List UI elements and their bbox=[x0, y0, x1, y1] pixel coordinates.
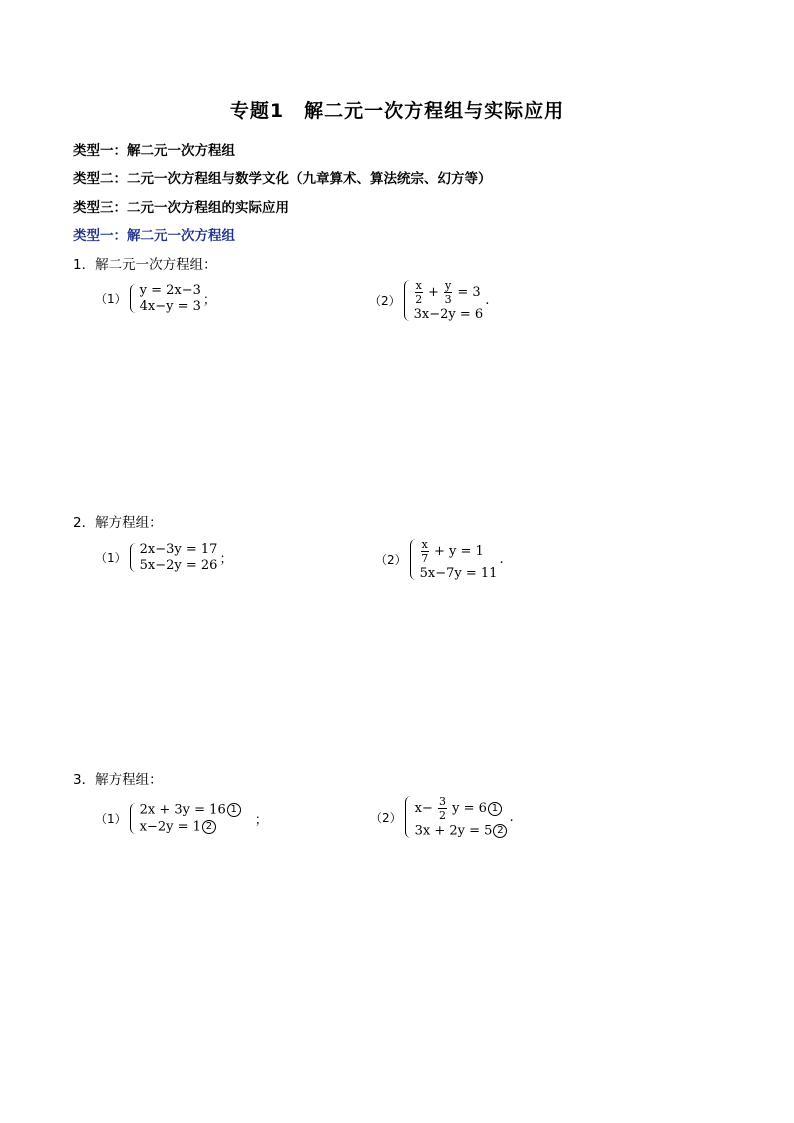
equation bbox=[140, 803, 241, 817]
equation-system bbox=[140, 803, 241, 834]
question-1-head: 1．解二元一次方程组： bbox=[73, 257, 217, 273]
end-punct: ； bbox=[254, 813, 268, 828]
equation-system bbox=[415, 796, 508, 838]
part-label: （2） bbox=[375, 553, 407, 567]
equation-pre: x− bbox=[414, 801, 433, 816]
equation-text: x−2y = 1 bbox=[139, 819, 201, 835]
q2-part2 bbox=[375, 539, 504, 580]
q1-part2 bbox=[369, 280, 489, 321]
type-line-2: 类型二：二元一次方程组与数学文化（九章算术、算法统宗、幻方等） bbox=[73, 171, 492, 187]
question-2-head: 2．解方程组： bbox=[73, 515, 163, 531]
equation-system bbox=[420, 539, 498, 580]
brace bbox=[404, 280, 411, 321]
denominator: 2 bbox=[415, 293, 423, 306]
type-line-3: 类型三：二元一次方程组的实际应用 bbox=[73, 200, 289, 216]
part-label: （1） bbox=[95, 551, 127, 565]
equation-rest: y = 6 bbox=[452, 801, 487, 816]
part-label: （2） bbox=[370, 810, 402, 825]
numerator: x bbox=[415, 279, 422, 292]
end-punct: ； bbox=[202, 293, 216, 308]
q1-part1 bbox=[95, 284, 216, 313]
brace bbox=[405, 796, 412, 838]
equation-text: 3x + 2y = 5 bbox=[414, 823, 493, 839]
part-label: （1） bbox=[95, 292, 127, 306]
equation-system bbox=[414, 280, 484, 321]
equation: 2x−3y = 17 bbox=[139, 542, 218, 557]
equation-text: 2x + 3y = 16 bbox=[139, 802, 226, 818]
numerator: 3 bbox=[439, 795, 447, 808]
equation bbox=[420, 539, 498, 564]
q3-part2 bbox=[370, 796, 514, 838]
equation-rest: = 3 bbox=[457, 285, 481, 300]
equation-system bbox=[140, 284, 201, 313]
numerator: y bbox=[445, 279, 452, 292]
operator: + bbox=[428, 285, 439, 300]
fraction bbox=[421, 539, 429, 564]
circled-number: 1 bbox=[227, 803, 241, 817]
q2-part1 bbox=[95, 543, 232, 572]
equation: 5x−2y = 26 bbox=[139, 558, 218, 573]
denominator: 2 bbox=[439, 809, 447, 822]
denominator: 3 bbox=[444, 293, 452, 306]
circled-number: 2 bbox=[202, 820, 216, 834]
part-label: （1） bbox=[95, 812, 127, 826]
brace bbox=[410, 539, 417, 580]
brace bbox=[130, 284, 137, 313]
end-punct: . bbox=[499, 552, 504, 567]
equation: 5x−7y = 11 bbox=[419, 566, 498, 581]
end-punct: ； bbox=[219, 552, 233, 567]
type-line-1: 类型一：解二元一次方程组 bbox=[73, 143, 235, 159]
question-3-head: 3．解方程组： bbox=[73, 772, 163, 788]
fraction bbox=[444, 280, 452, 305]
circled-number: 1 bbox=[488, 802, 502, 816]
denominator: 7 bbox=[421, 552, 429, 565]
brace bbox=[130, 803, 137, 834]
end-punct: . bbox=[485, 293, 490, 308]
equation bbox=[415, 824, 508, 838]
q3-part1 bbox=[95, 803, 268, 834]
brace bbox=[130, 543, 137, 572]
end-punct: . bbox=[509, 809, 514, 825]
equation: y = 2x−3 bbox=[139, 283, 201, 298]
fraction bbox=[438, 796, 447, 821]
equation bbox=[415, 796, 508, 821]
fraction bbox=[415, 280, 423, 305]
equation: 4x−y = 3 bbox=[139, 299, 201, 314]
equation bbox=[140, 820, 241, 834]
equation bbox=[414, 280, 484, 305]
section-heading: 类型一：解二元一次方程组 bbox=[73, 228, 235, 244]
equation-system bbox=[140, 543, 218, 572]
equation-rest: + y = 1 bbox=[434, 544, 484, 559]
page-title: 专题1 解二元一次方程组与实际应用 bbox=[229, 100, 565, 122]
equation: 3x−2y = 6 bbox=[413, 307, 484, 322]
numerator: x bbox=[421, 538, 428, 551]
part-label: （2） bbox=[369, 294, 401, 308]
circled-number: 2 bbox=[493, 824, 507, 838]
